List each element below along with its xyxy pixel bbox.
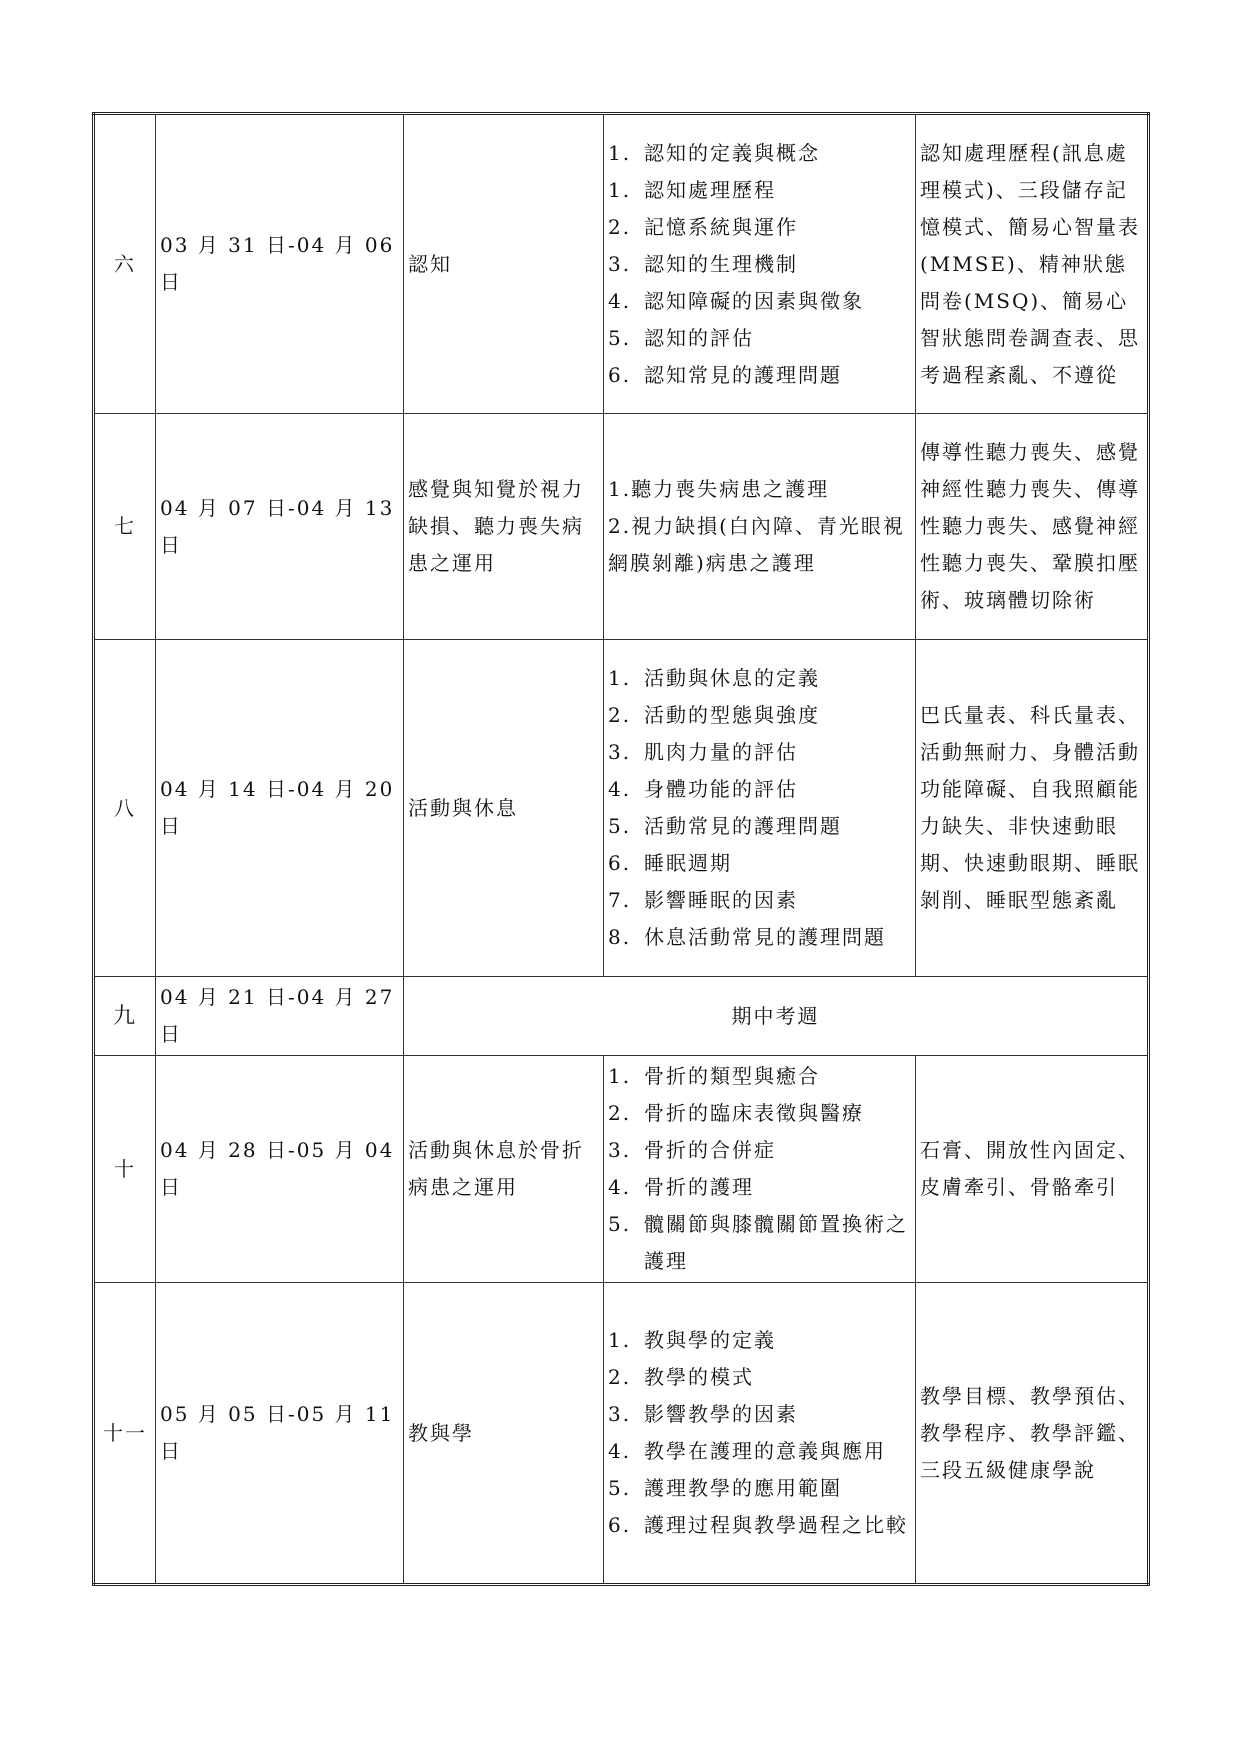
outline-item-text: 認知的評估 xyxy=(644,325,754,350)
outline-item xyxy=(608,135,911,172)
schedule-row xyxy=(94,1056,1149,1283)
outline-item xyxy=(608,1470,911,1507)
outline-item-number: 6. xyxy=(608,851,632,875)
outline-item-number: 3. xyxy=(608,1138,632,1162)
outline-item xyxy=(608,1396,911,1433)
outline-line: 2.視力缺損(白內障、青光眼視網膜剝離)病患之護理 xyxy=(608,514,905,575)
outline-item-text: 骨折的臨床表徵與醫療 xyxy=(644,1101,864,1125)
outline-item-number: 2. xyxy=(608,703,632,727)
outline-item xyxy=(608,845,911,882)
outline-item-number: 2. xyxy=(608,214,632,239)
outline-item xyxy=(608,1095,911,1132)
outline-item xyxy=(608,1058,911,1095)
outline-item xyxy=(608,209,911,246)
outline-list xyxy=(608,135,911,394)
date-range: 04 月 21 日-04 月 27 日 xyxy=(156,977,404,1056)
keywords: 巴氏量表、科氏量表、活動無耐力、身體活動功能障礙、自我照顧能力缺失、非快速動眼期、快速動眼期、睡眠剝削、睡眠型態紊亂 xyxy=(916,640,1149,977)
outline-item xyxy=(608,320,911,357)
week-number: 十 xyxy=(94,1056,156,1283)
outline-item-number: 1. xyxy=(608,1064,632,1088)
topic: 活動與休息 xyxy=(404,640,604,977)
week-number: 六 xyxy=(94,114,156,414)
week-number: 七 xyxy=(94,414,156,640)
date-range: 04 月 14 日-04 月 20 日 xyxy=(156,640,404,977)
outline-item-text: 記憶系統與運作 xyxy=(644,214,798,239)
outline-item-text: 認知的生理機制 xyxy=(644,251,798,276)
outline-item-text: 骨折的合併症 xyxy=(644,1138,776,1162)
outline-item-number: 8. xyxy=(608,925,632,949)
outline-item-number: 7. xyxy=(608,888,632,912)
outline-item-number: 3. xyxy=(608,1402,632,1426)
outline-item-text: 教與學的定義 xyxy=(644,1328,776,1352)
outline-item-text: 活動的型態與強度 xyxy=(644,703,820,727)
outline-item xyxy=(608,697,911,734)
outline-item-number: 4. xyxy=(608,777,632,801)
course-schedule-table xyxy=(92,112,1150,1586)
outline-list xyxy=(608,1058,911,1280)
outline-item-text: 骨折的類型與癒合 xyxy=(644,1064,820,1088)
outline-item xyxy=(608,1132,911,1169)
date-range: 05 月 05 日-05 月 11 日 xyxy=(156,1283,404,1585)
outline-item xyxy=(608,1206,911,1280)
content-outline xyxy=(604,1056,916,1283)
outline-item-number: 4. xyxy=(608,1175,632,1199)
date-range: 04 月 07 日-04 月 13 日 xyxy=(156,414,404,640)
outline-item-number: 2. xyxy=(608,1365,632,1389)
date-range: 04 月 28 日-05 月 04 日 xyxy=(156,1056,404,1283)
outline-item-number: 5. xyxy=(608,325,632,350)
outline-item-text: 認知處理歷程 xyxy=(644,177,776,202)
exam-label: 期中考週 xyxy=(404,977,1149,1056)
outline-item-text: 身體功能的評估 xyxy=(644,777,798,801)
outline-item-text: 教學的模式 xyxy=(644,1365,754,1389)
outline-item-text: 認知障礙的因素與徵象 xyxy=(644,288,864,313)
outline-item-text: 認知常見的護理問題 xyxy=(644,362,842,387)
outline-item-text: 肌肉力量的評估 xyxy=(644,740,798,764)
topic: 教與學 xyxy=(404,1283,604,1585)
outline-item-text: 骨折的護理 xyxy=(644,1175,754,1199)
outline-item-text: 休息活動常見的護理問題 xyxy=(644,925,886,949)
outline-item xyxy=(608,734,911,771)
outline-item xyxy=(608,919,911,956)
outline-item xyxy=(608,660,911,697)
outline-item-number: 1. xyxy=(608,140,632,165)
outline-item xyxy=(608,771,911,808)
outline-item xyxy=(608,246,911,283)
outline-list xyxy=(608,1322,911,1544)
outline-item xyxy=(608,283,911,320)
outline-item xyxy=(608,357,911,394)
keywords: 石膏、開放性內固定、皮膚牽引、骨骼牽引 xyxy=(916,1056,1149,1283)
topic: 認知 xyxy=(404,114,604,414)
outline-item-number: 6. xyxy=(608,362,632,387)
week-number: 十一 xyxy=(94,1283,156,1585)
outline-item-text: 髖關節與膝髖關節置換術之護理 xyxy=(644,1212,908,1273)
outline-item xyxy=(608,1507,911,1544)
content-outline xyxy=(604,640,916,977)
schedule-row xyxy=(94,114,1149,414)
outline-item xyxy=(608,172,911,209)
schedule-row xyxy=(94,977,1149,1056)
outline-item-number: 5. xyxy=(608,1212,632,1236)
outline-item xyxy=(608,1322,911,1359)
date-range: 03 月 31 日-04 月 06 日 xyxy=(156,114,404,414)
schedule-row xyxy=(94,640,1149,977)
outline-line: 1.聽力喪失病患之護理 xyxy=(608,477,830,501)
outline-item-number: 6. xyxy=(608,1513,632,1537)
content-outline xyxy=(604,1283,916,1585)
outline-item-number: 3. xyxy=(608,251,632,276)
schedule-row xyxy=(94,1283,1149,1585)
topic: 感覺與知覺於視力缺損、聽力喪失病患之運用 xyxy=(404,414,604,640)
outline-item-number: 3. xyxy=(608,740,632,764)
outline-item-number: 5. xyxy=(608,1476,632,1500)
outline-item-text: 影響教學的因素 xyxy=(644,1402,798,1426)
outline-item xyxy=(608,1433,911,1470)
outline-item-number: 2. xyxy=(608,1101,632,1125)
content-outline xyxy=(604,414,916,640)
keywords: 認知處理歷程(訊息處理模式)、三段儲存記憶模式、簡易心智量表(MMSE)、精神狀態問卷(MSQ)、簡易心智狀態問卷調查表、思考過程紊亂、不遵從 xyxy=(916,114,1149,414)
outline-item xyxy=(608,808,911,845)
outline-item-text: 護理教學的應用範圍 xyxy=(644,1476,842,1500)
schedule-body xyxy=(94,114,1149,1585)
week-number: 九 xyxy=(94,977,156,1056)
schedule-row xyxy=(94,414,1149,640)
keywords: 教學目標、教學預估、教學程序、教學評鑑、三段五級健康學說 xyxy=(916,1283,1149,1585)
outline-item-text: 護理过程與教學過程之比較 xyxy=(644,1513,908,1537)
content-outline xyxy=(604,114,916,414)
outline-item xyxy=(608,1359,911,1396)
outline-item xyxy=(608,882,911,919)
outline-item-number: 4. xyxy=(608,1439,632,1463)
outline-item-text: 教學在護理的意義與應用 xyxy=(644,1439,886,1463)
outline-item-number: 5. xyxy=(608,814,632,838)
outline-item-text: 活動常見的護理問題 xyxy=(644,814,842,838)
outline-item-text: 影響睡眠的因素 xyxy=(644,888,798,912)
outline-item-text: 睡眠週期 xyxy=(644,851,732,875)
topic: 活動與休息於骨折病患之運用 xyxy=(404,1056,604,1283)
week-number: 八 xyxy=(94,640,156,977)
outline-item-number: 1. xyxy=(608,1328,632,1352)
outline-item xyxy=(608,1169,911,1206)
outline-list xyxy=(608,660,911,956)
outline-item-number: 4. xyxy=(608,288,632,313)
keywords: 傳導性聽力喪失、感覺神經性聽力喪失、傳導性聽力喪失、感覺神經性聽力喪失、鞏膜扣壓術、玻璃體切除術 xyxy=(916,414,1149,640)
outline-item-text: 活動與休息的定義 xyxy=(644,666,820,690)
outline-item-text: 認知的定義與概念 xyxy=(644,140,820,165)
outline-item-number: 1. xyxy=(608,177,632,202)
outline-item-number: 1. xyxy=(608,666,632,690)
